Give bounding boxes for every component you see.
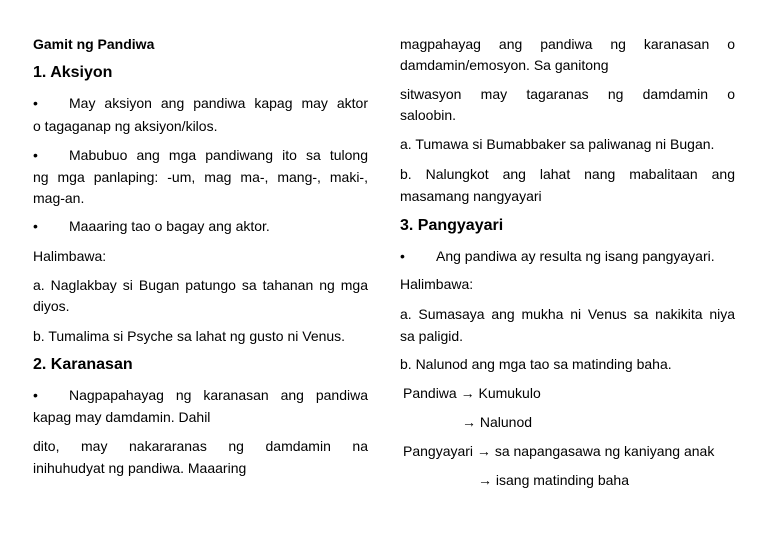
bullet-icon: •: [400, 248, 405, 264]
document-title: Gamit ng Pandiwa: [33, 36, 155, 52]
example-sumasaya: a. Sumasaya ang mukha ni Venus sa nakikita niya: [400, 306, 735, 322]
section-karanasan-heading: 2. Karanasan: [33, 356, 133, 373]
bullet-icon: •: [33, 147, 38, 163]
bullet-icon: •: [33, 218, 38, 234]
halimbawa-label: Halimbawa:: [33, 248, 107, 264]
pangyayari-anak-line: Pangyayari → sa napangasawa ng kaniyang anak: [403, 443, 715, 459]
bullet-karanasan-cont: kapag may damdamin. Dahil: [33, 409, 211, 425]
example-b: b. Tumalima si Psyche sa lahat ng gusto ni Venus.: [33, 328, 346, 344]
paragraph-magpahayag-cont: damdamin/emosyon. Sa ganitong: [400, 57, 609, 73]
paragraph-dito-cont: inihuhudyat ng pandiwa. Maaaring: [33, 460, 247, 476]
halimbawa-label: Halimbawa:: [400, 276, 474, 292]
bullet-panlapi: • Mabubuo ang mga pandiwang ito sa tulong: [33, 147, 368, 163]
pandiwa-kumukulo-line: Pandiwa → Kumukulo: [403, 385, 541, 401]
example-sumasaya-cont: sa paligid.: [400, 328, 464, 344]
paragraph-magpahayag: magpahayag ang pandiwa ng karanasan o: [400, 36, 735, 52]
example-nalungkot: b. Nalungkot ang lahat nang mabalitaan ang: [400, 166, 735, 182]
example-nalunod: b. Nalunod ang mga tao sa matinding baha.: [400, 356, 672, 372]
bullet-panlapi-cont2: mag-an.: [33, 190, 85, 206]
section-pangyayari-heading: 3. Pangyayari: [400, 217, 504, 234]
bullet-panlapi-cont: ng mga panlaping: -um, mag ma-, mang-, maki-,: [33, 169, 368, 185]
bullet-icon: •: [33, 387, 38, 403]
example-nalungkot-cont: masamang nangyayari: [400, 188, 542, 204]
bullet-icon: •: [33, 95, 38, 111]
paragraph-sitwasyon-cont: saloobin.: [400, 107, 457, 123]
paragraph-dito: dito, may nakararanas ng damdamin na: [33, 438, 368, 454]
matinding-baha-line: → isang matinding baha: [478, 472, 629, 488]
bullet-aktor: • May aksiyon ang pandiwa kapag may aktor: [33, 95, 368, 111]
bullet-resulta: • Ang pandiwa ay resulta ng isang pangyayari.: [400, 248, 715, 264]
bullet-aktor-cont: o tagaganap ng aksiyon/kilos.: [33, 118, 218, 134]
bullet-tao-bagay: • Maaaring tao o bagay ang aktor.: [33, 218, 270, 234]
section-aksiyon-heading: 1. Aksiyon: [33, 64, 113, 81]
nalunod-line: → Nalunod: [462, 414, 533, 430]
bullet-karanasan: • Nagpapahayag ng karanasan ang pandiwa: [33, 387, 368, 403]
example-tumawa: a. Tumawa si Bumabbaker sa paliwanag ni Bugan.: [400, 136, 715, 152]
paragraph-sitwasyon: sitwasyon may tagaranas ng damdamin o: [400, 86, 735, 102]
example-a-cont: diyos.: [33, 298, 70, 314]
example-a: a. Naglakbay si Bugan patungo sa tahanan ng mga: [33, 277, 368, 293]
